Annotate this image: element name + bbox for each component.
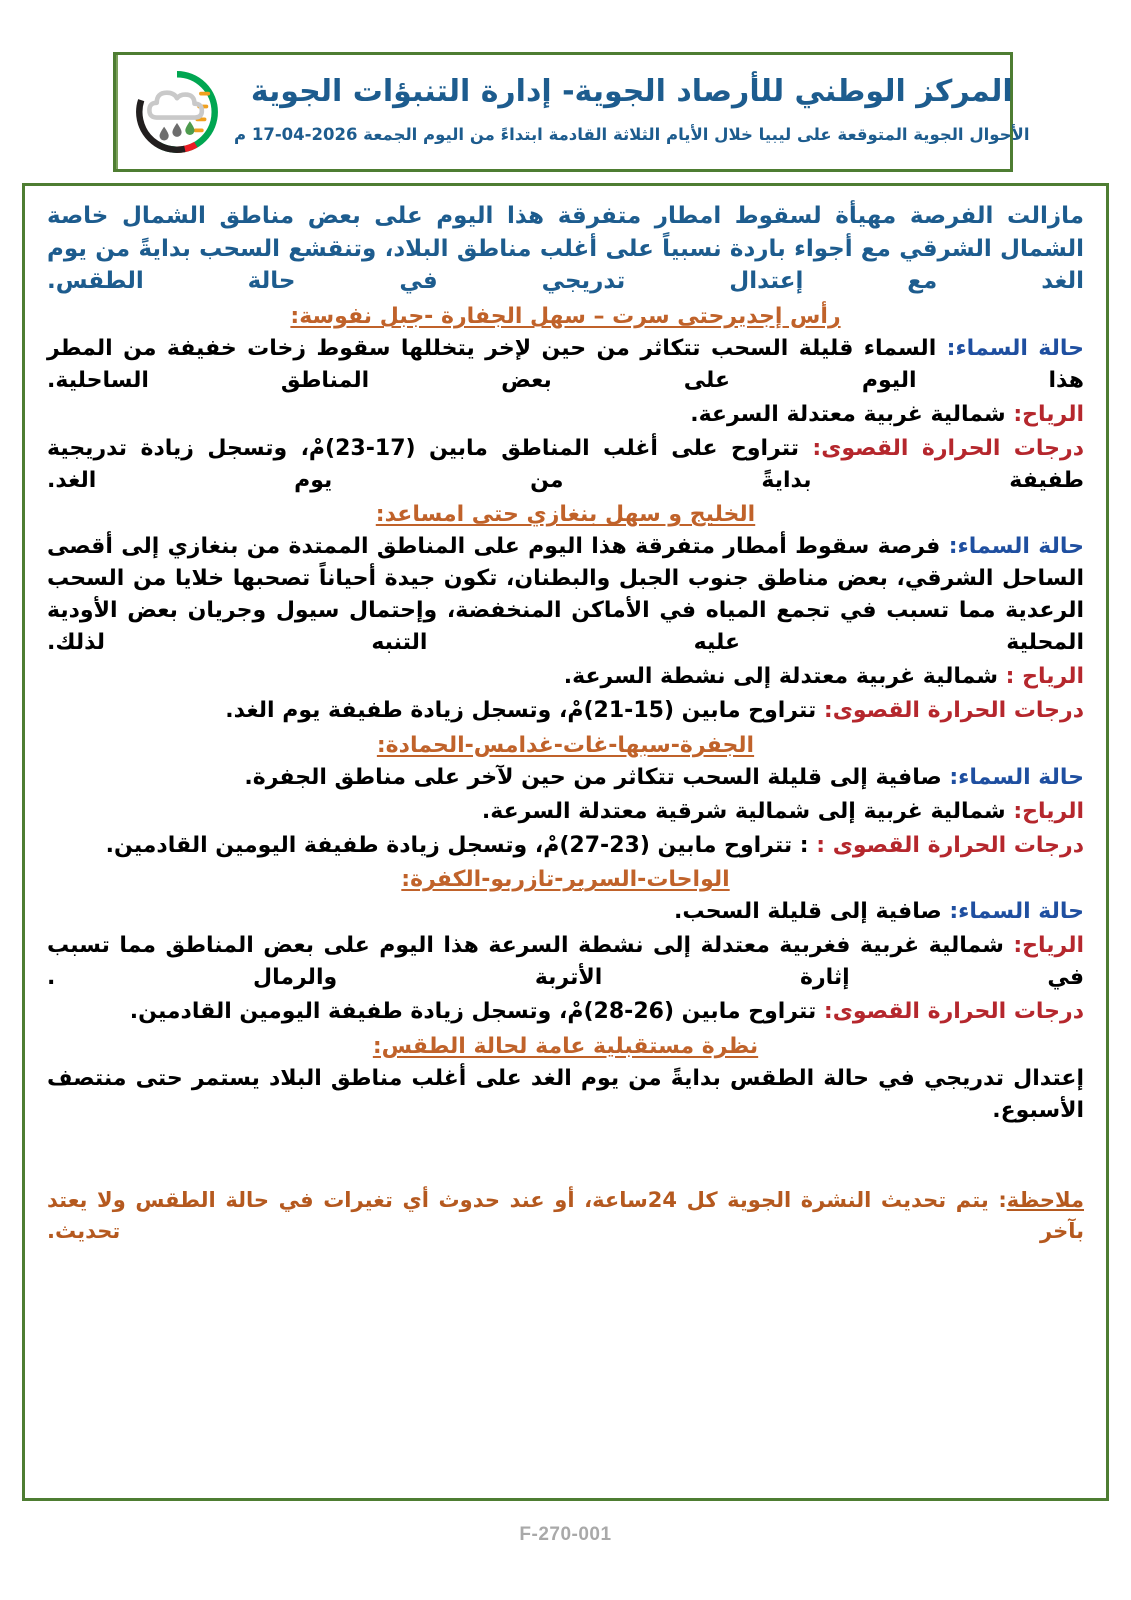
logo-cell	[116, 55, 224, 169]
wind-value: شمالية غربية فغربية معتدلة إلى نشطة السرعة هذا اليوم على بعض المناطق مما تسبب في إثارة الأتربة والرمال .	[47, 933, 1084, 991]
wind-value: شمالية غربية إلى شمالية شرقية معتدلة السرعة.	[481, 798, 1014, 824]
wind-value: شمالية غربية معتدلة السرعة.	[690, 401, 1014, 427]
sky-label: حالة السماء:	[946, 335, 1085, 361]
section-1-wind-line	[47, 399, 1084, 431]
temp-label: درجات الحرارة القصوى:	[812, 435, 1084, 461]
sky-label: حالة السماء:	[948, 534, 1085, 560]
sky-value: صافية إلى قليلة السحب تتكاثر من حين لآخر على مناطق الجفرة.	[244, 764, 950, 790]
bulletin-body	[22, 183, 1109, 1501]
wind-label: الرياح:	[1013, 933, 1084, 959]
section-3-temp-line	[47, 830, 1084, 862]
sky-value: السماء قليلة السحب تتكاثر من حين لإخر يتخللها سقوط زخات خفيفة من المطر هذا اليوم على بعض المناطق الساحلية.	[47, 335, 1084, 393]
section-4-temp-line	[47, 996, 1084, 1028]
note-text: : يتم تحديث النشرة الجوية كل 24ساعة، أو عند حدوث أي تغيرات في حالة الطقس ولا يعتد بآخر تحديث.	[47, 1187, 1084, 1244]
wind-label: الرياح:	[1013, 401, 1084, 427]
outlook-text: إعتدال تدريجي في حالة الطقس بدايةً من يوم الغد على أغلب مناطق البلاد يستمر حتى منتصف الأسبوع.	[47, 1066, 1084, 1123]
sky-label: حالة السماء:	[949, 764, 1084, 790]
temp-label: درجات الحرارة القصوى:	[823, 999, 1084, 1025]
footer-form-code: F-270-001	[519, 1524, 612, 1545]
note-paragraph	[47, 1185, 1084, 1248]
section-2-temp-line	[47, 695, 1084, 727]
section-4-sky-line	[47, 896, 1084, 928]
page-title: المركز الوطني للأرصاد الجوية- إدارة التنبؤات الجوية	[250, 73, 1013, 109]
wind-label: الرياح :	[1005, 663, 1084, 689]
section-heading-outlook: نظرة مستقبلية عامة لحالة الطقس:	[372, 1034, 759, 1059]
intro-paragraph: مازالت الفرصة مهيأة لسقوط امطار متفرقة هذا اليوم على بعض مناطق الشمال خاصة الشمال الشرقي مع أجواء باردة نسبياً على أغلب مناطق البلاد، وتنقشع السحب بدايةً من يوم الغد مع إعتدال تدريجي في حالة الطقس.	[47, 203, 1084, 295]
temp-value: تتراوح مابين (26-28)مْ، وتسجل زيادة طفيفة اليومين القادمين.	[129, 999, 824, 1025]
wind-label: الرياح:	[1013, 798, 1084, 824]
section-heading-region-2: الخليج و سهل بنغازي حتى امساعد:	[375, 502, 756, 528]
sky-value: فرصة سقوط أمطار متفرقة هذا اليوم على المناطق الممتدة من بنغازي إلى أقصى الساحل الشرقي، بعض مناطق جنوب الجبل والبطنان، تكون جيدة أحياناً تصحبها خلايا من السحب الرعدية مما تسبب في تجمع المياه في الأماكن المنخفضة، وإحتمال سيول وجريان بعض الأودية المحلية عليه التنبه لذلك.	[47, 534, 1084, 656]
page-subtitle: الأحوال الجوية المتوقعة على ليبيا خلال الأيام الثلاثة القادمة ابتداءً من اليوم الجمعة 2026-04-17 م	[234, 125, 1030, 145]
section-3-wind-line	[47, 796, 1084, 828]
section-1-temp-line	[47, 433, 1084, 497]
temp-value: تتراوح مابين (15-21)مْ، وتسجل زيادة طفيفة يوم الغد.	[225, 697, 824, 723]
wind-value: شمالية غربية معتدلة إلى نشطة السرعة.	[563, 663, 1006, 689]
sky-label: حالة السماء:	[949, 899, 1084, 925]
section-heading-region-1: رأس إجديرحتى سرت – سهل الجفارة -جبل نفوسة:	[290, 303, 841, 329]
header-inner	[116, 55, 1030, 169]
section-1-sky-line	[47, 333, 1084, 397]
header-box	[113, 52, 1030, 172]
temp-value: تتراوح على أغلب المناطق مابين (17-23)مْ، وتسجل زيادة تدريجية طفيفة بدايةً من يوم الغد.	[47, 435, 1084, 493]
temp-label: درجات الحرارة القصوى:	[823, 697, 1084, 723]
sky-value: صافية إلى قليلة السحب.	[674, 899, 950, 925]
section-4-wind-line	[47, 930, 1084, 994]
section-heading-region-3: الجفرة-سبها-غات-غدامس-الحمادة:	[376, 732, 755, 758]
section-3-sky-line	[47, 762, 1084, 794]
weather-cloud-sun-rain-logo	[131, 66, 223, 158]
section-2-wind-line	[47, 661, 1084, 693]
title-cell	[224, 55, 1039, 169]
section-2-sky-line	[47, 531, 1084, 659]
section-heading-region-4: الواحات-السرير-تازربو-الكفرة:	[401, 867, 730, 893]
note-label: ملاحظة	[1006, 1187, 1084, 1212]
temp-label: درجات الحرارة القصوى :	[816, 832, 1084, 858]
temp-value: : تتراوح مابين (23-27)مْ، وتسجل زيادة طفيفة اليومين القادمين.	[105, 832, 817, 858]
